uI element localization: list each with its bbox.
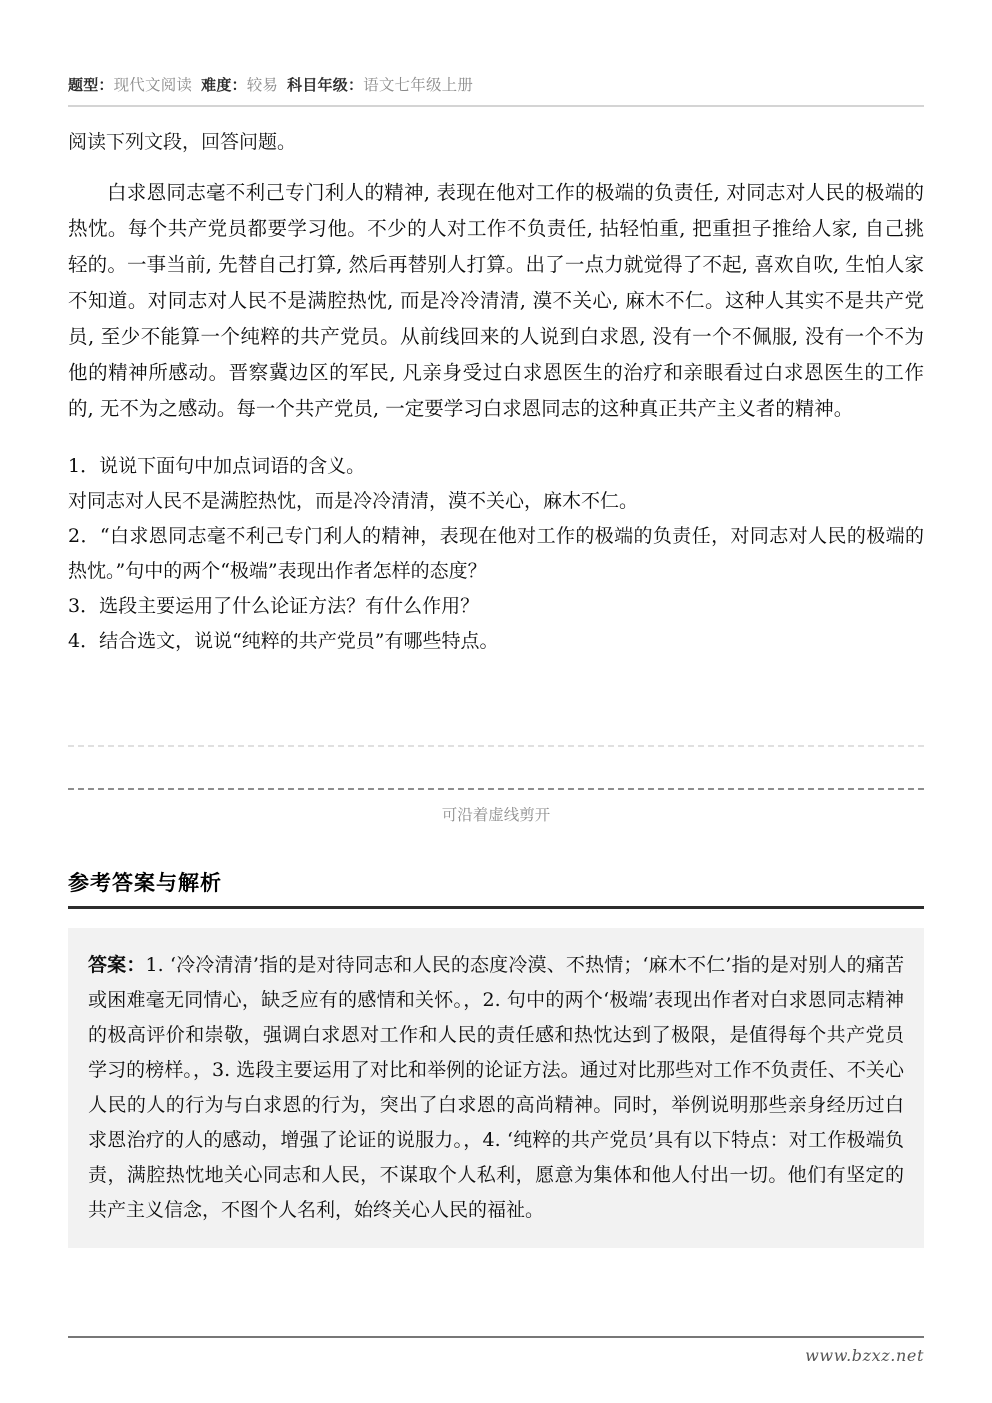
- difficulty-value: 较易: [246, 76, 279, 94]
- footer-divider: [68, 1336, 924, 1338]
- cut-zone: [68, 745, 924, 825]
- dashed-line-light: [68, 745, 924, 747]
- reading-instruction: 阅读下列文段，回答问题。: [68, 131, 297, 153]
- question-item-2: 2．“白求恩同志毫不利己专门利人的精神，表现在他对工作的极端的负责任，对同志对人民的极端的热忱。”句中的两个“极端”表现出作者怎样的态度？: [68, 525, 924, 582]
- answer-body: 1. ‘冷冷清清’指的是对待同志和人民的态度冷漠、不热情；‘麻木不仁’指的是对别人的痛苦或困难毫无同情心，缺乏应有的感情和关怀。，2. 句中的两个‘极端’表现出作者对白求恩同志精神的极高评价和崇敬，强调白求恩对工作和人民的责任感和热忱达到了极限，是值得每个共产党员学习的榜样。，3. 选段主要运用了对比和举例的论证方法。通过对比那些对工作不负责任、不关心人民的人的行为与白求恩的行为，突出了白求恩的高尚精神。同时，举例说明那些亲身经历过白求恩治疗的人的感动，增强了论证的说服力。，4. ‘纯粹的共产党员’具有以下特点：对工作极端负责，满腔热忱地关心同志和人民，不谋取个人私利，愿意为集体和他人付出一切。他们有坚定的共产主义信念，不图个人名利，始终关心人民的福祉。: [88, 954, 904, 1221]
- page-footer: [68, 1336, 924, 1365]
- question-item-3: 3．选段主要运用了什么论证方法？有什么作用？: [68, 595, 480, 617]
- header-divider: [68, 105, 924, 107]
- header-meta: [68, 74, 924, 96]
- answer-heading-divider: [68, 906, 924, 909]
- question-type-value: 现代文阅读: [113, 76, 193, 94]
- dashed-line-cut: [68, 788, 924, 790]
- subject-grade-label: 科目年级：: [287, 76, 364, 94]
- passage-text: 白求恩同志毫不利己专门利人的精神, 表现在他对工作的极端的负责任, 对同志对人民的极端的热忱。每个共产党员都要学习他。不少的人对工作不负责任, 拈轻怕重, 把重担子推给人家, 自己挑轻的。一事当前, 先替自己打算, 然后再替别人打算。出了一点力就觉得了不起, 喜欢自吹, 生怕人家不知道。对同志对人民不是满腔热忱, 而是冷冷清清, 漠不关心, 麻木不仁。这种人其实不是共产党员, 至少不能算一个纯粹的共产党员。从前线回来的人说到白求恩, 没有一个不佩服, 没有一个不为他的精神所感动。晋察冀边区的军民, 凡亲身受过白求恩医生的治疗和亲眼看过白求恩医生的工作的, 无不为之感动。每一个共产党员, 一定要学习白求恩同志的这种真正共产主义者的精神。: [68, 181, 924, 420]
- difficulty-label: 难度：: [201, 76, 247, 94]
- question-item-1: 1．说说下面句中加点词语的含义。: [68, 455, 366, 477]
- page-content: [68, 0, 924, 1248]
- answer-paragraph: [88, 948, 904, 1228]
- answer-label: 答案：: [88, 954, 146, 976]
- answer-section-heading: 参考答案与解析: [68, 871, 222, 895]
- subject-grade-value: 语文七年级上册: [363, 76, 474, 94]
- question-item-1-quote: 对同志对人民不是满腔热忱，而是冷冷清清，漠不关心，麻木不仁。: [68, 490, 639, 512]
- cut-instruction-label: 可沿着虚线剪开: [441, 806, 551, 824]
- answer-box: [68, 928, 924, 1248]
- question-list: [68, 449, 924, 659]
- question-type-label: 题型：: [68, 76, 114, 94]
- question-item-4: 4．结合选文，说说“纯粹的共产党员”有哪些特点。: [68, 630, 499, 652]
- footer-watermark-url: www.bzxz.net: [805, 1346, 924, 1365]
